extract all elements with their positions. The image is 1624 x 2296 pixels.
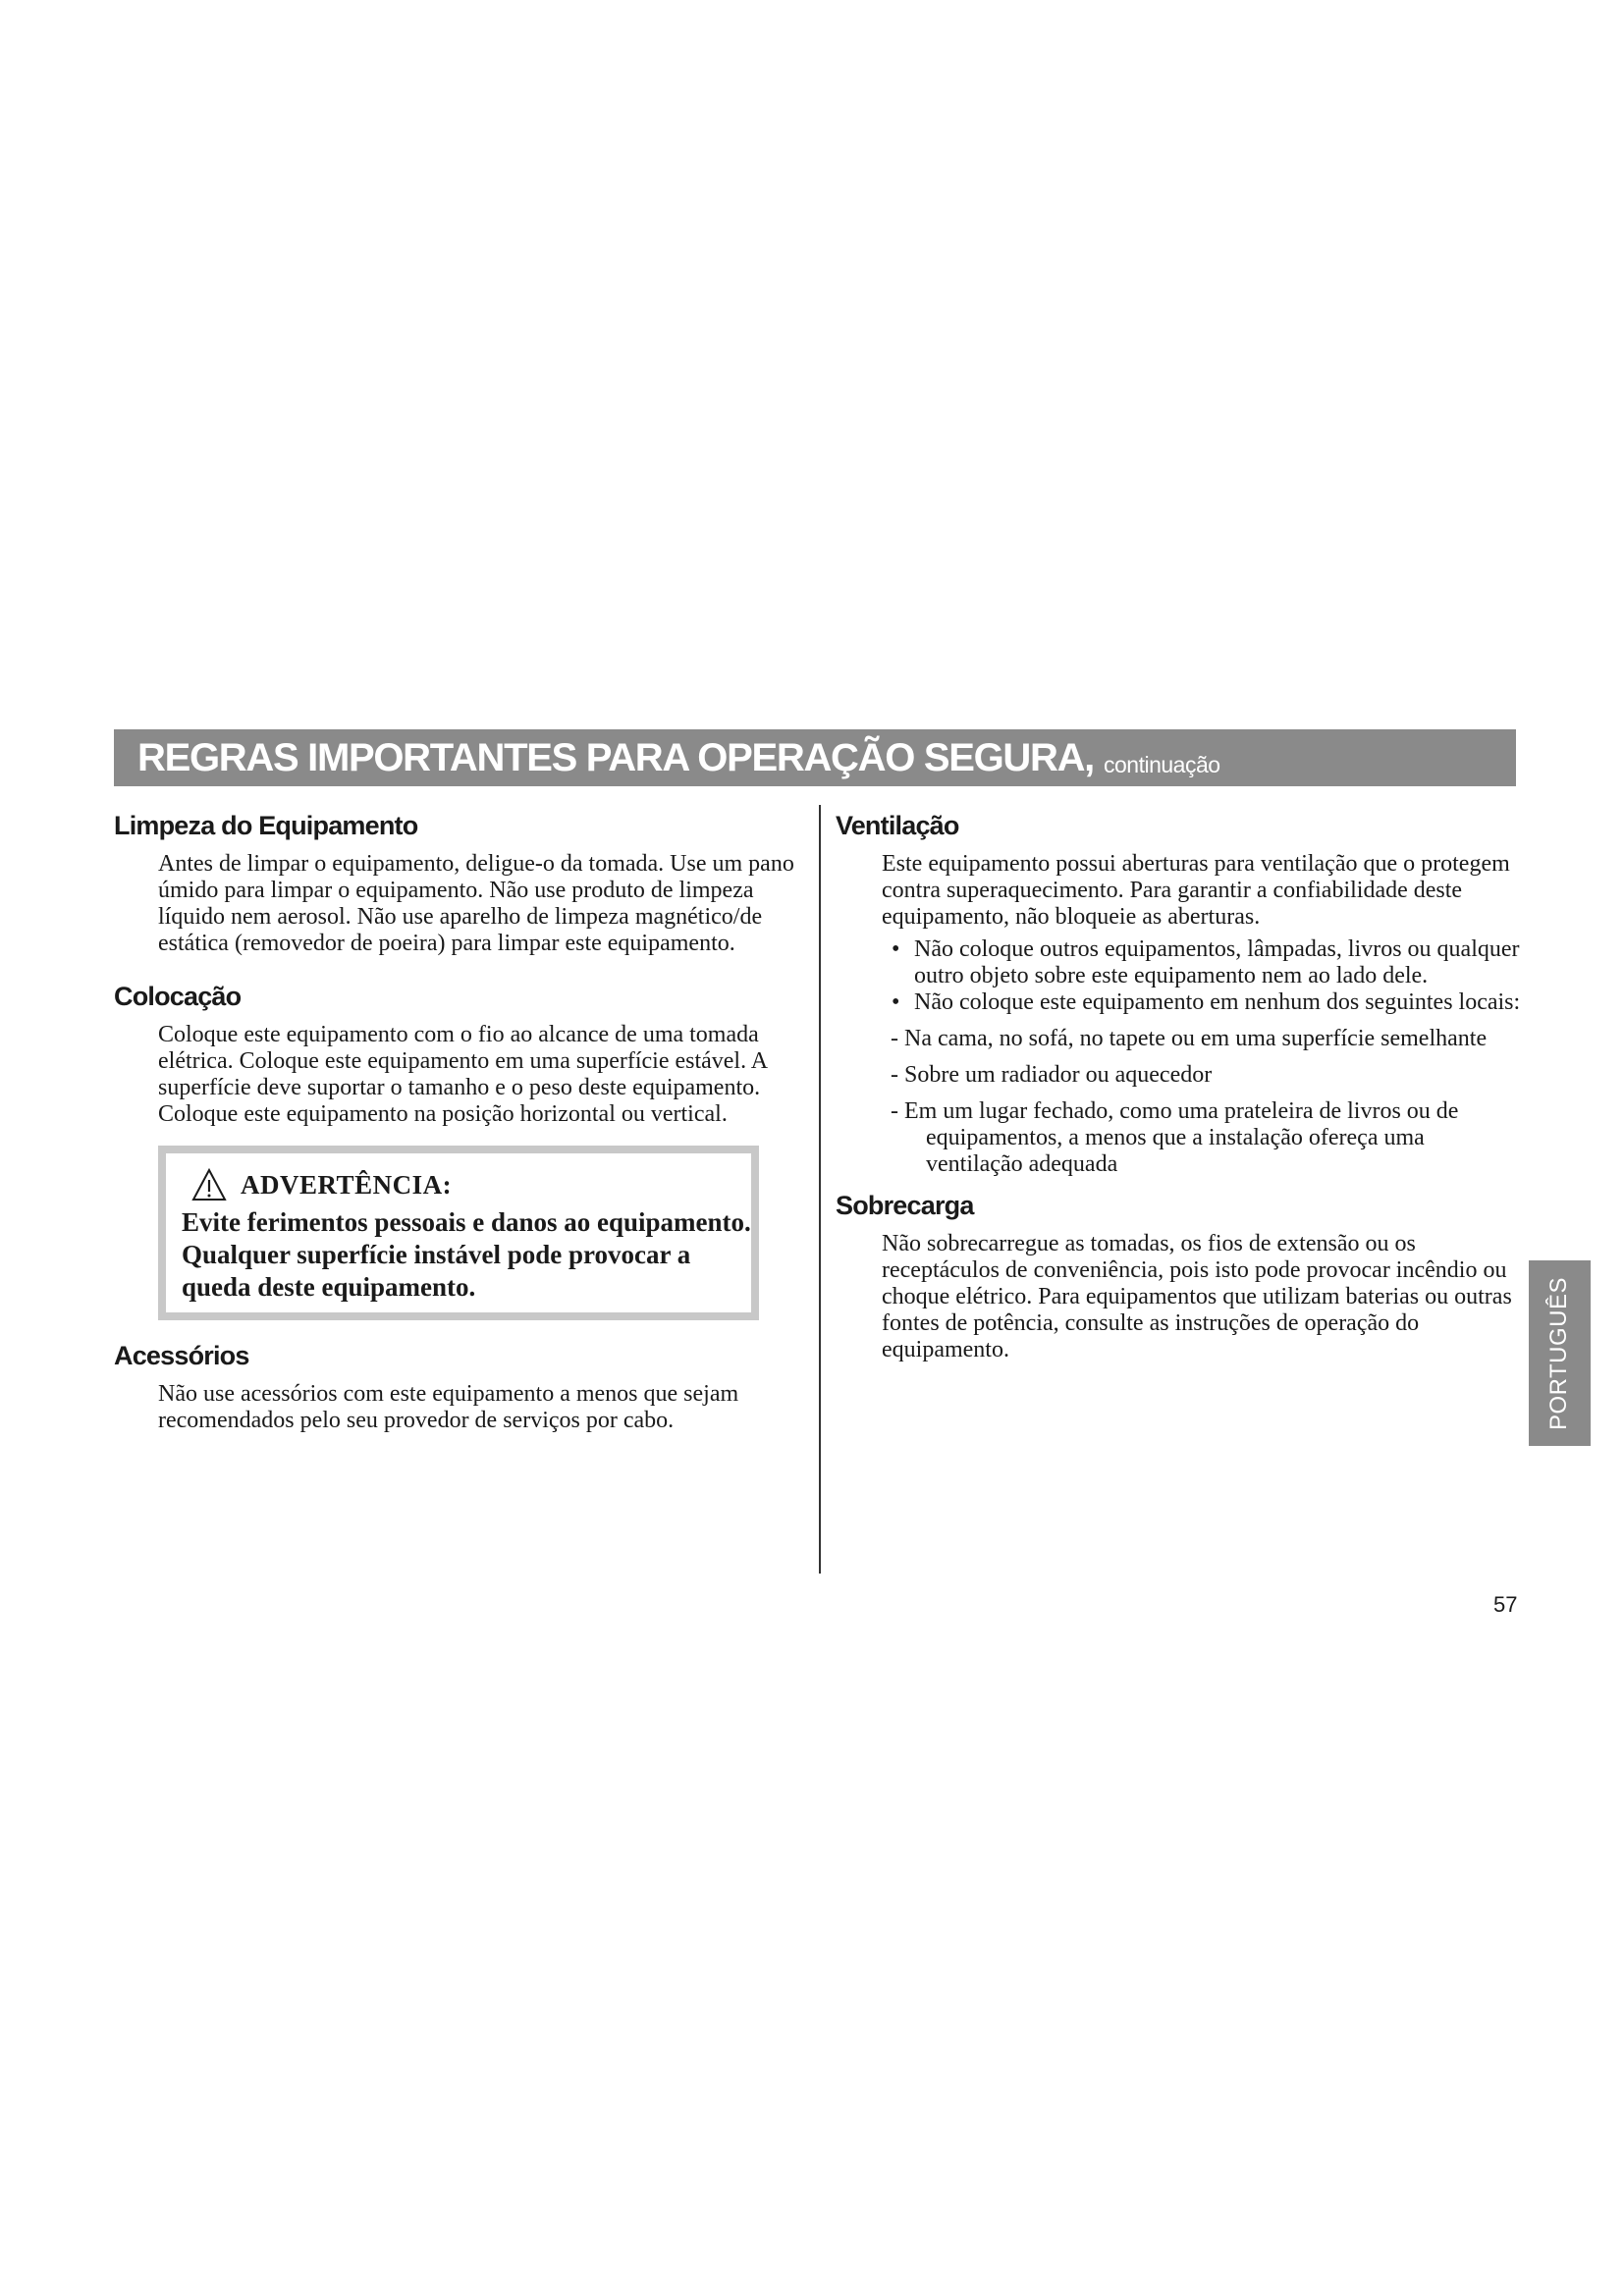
colocacao-text: Coloque este equipamento com o fio ao alcance de uma tomada elétrica. Coloque este equipamento em uma superfície estável. A superfície deve suportar o tamanho e o peso deste equipamento. Coloque este equipamento na posição horizontal ou vertical. [158,1022,767,1127]
warning-triangle-icon [191,1168,227,1201]
sobrecarga-heading: Sobrecarga [836,1191,974,1220]
warning-title-row [191,1167,751,1202]
bullet-text: Não coloque este equipamento em nenhum dos seguintes locais: [914,989,1521,1015]
limpeza-text: Antes de limpar o equipamento, deligue-o da tomada. Use um pano úmido para limpar o equipamento. Não use produto de limpeza líquido nem aerosol. Não use aparelho de limpeza magnético/de estática (removedor de poeira) para limpar este equipamento. [158,851,794,956]
warning-box [158,1146,759,1320]
acessorios-heading: Acessórios [114,1341,249,1370]
list-item [892,936,1523,989]
ventilacao-heading: Ventilação [836,811,959,840]
page-title: REGRAS IMPORTANTES PARA OPERAÇÃO SEGURA, [137,735,1094,779]
limpeza-heading: Limpeza do Equipamento [114,811,418,840]
section-banner [114,729,1516,786]
list-item: - Na cama, no sofá, no tapete ou em uma superfície semelhante [891,1026,1488,1051]
warning-title: ADVERTÊNCIA: [241,1169,453,1200]
page-subtitle: continuação [1104,751,1220,777]
bullet-glyph: • [892,936,900,962]
ventilacao-bullets [836,936,1523,1178]
acessorios-text: Não use acessórios com este equipamento a menos que sejam recomendados pelo seu provedor de serviços por cabo. [158,1381,739,1433]
warning-text: Evite ferimentos pessoais e danos ao equipamento. Qualquer superfície instável pode provocar a queda deste equipamento. [182,1207,751,1302]
list-item: - Em um lugar fechado, como uma prateleira de livros ou de equipamentos, a menos que a instalação ofereça uma ventilação adequada [891,1098,1459,1177]
location-list [891,1026,1523,1178]
language-tab-label: PORTUGUÊS [1545,1276,1573,1430]
right-column [836,808,1523,1385]
bullet-text: Não coloque outros equipamentos, lâmpadas, livros ou qualquer outro objeto sobre este equipamento nem ao lado dele. [914,936,1520,988]
bullet-glyph: • [892,989,900,1015]
column-divider [819,805,821,1574]
list-item [892,989,1523,1178]
sobrecarga-text: Não sobrecarregue as tomadas, os fios de extensão ou os receptáculos de conveniência, pois isto pode provocar incêndio ou choque elétrico. Para equipamentos que utilizam baterias ou outras fontes de potência, consulte as instruções de operação do equipamento. [882,1231,1512,1362]
left-column [114,808,801,1456]
ventilacao-text: Este equipamento possui aberturas para ventilação que o protegem contra superaquecimento. Para garantir a confiabilidade deste equipamento, não bloqueie as aberturas. [882,851,1510,930]
colocacao-heading: Colocação [114,982,242,1011]
list-item: - Sobre um radiador ou aquecedor [891,1062,1213,1088]
page-number: 57 [1493,1592,1518,1617]
language-tab [1529,1260,1591,1446]
